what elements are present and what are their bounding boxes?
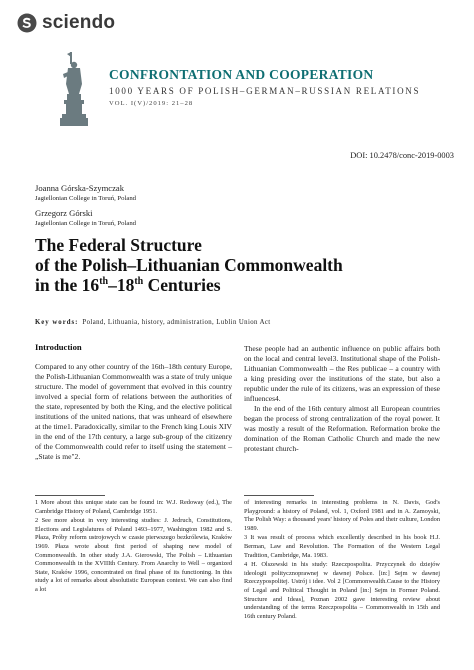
statue-icon	[54, 50, 90, 134]
footnote-rule	[244, 495, 314, 496]
footnotes-left	[35, 499, 232, 596]
author-affiliation: Jagiellonian College in Toruń, Poland	[35, 220, 137, 227]
doi: DOI: 10.2478/conc-2019-0003	[350, 151, 454, 160]
footnote: 2 See more about in very interesting studies: J. Jedruch, Constitutions, Elections and Legislatures of Poland 1493–1977, Washington 1982 and S. Płaza, Próby reform ustrojowych w czasie pierwszego bezkrólewia, Kraków 1969. Płaza wrote about first period of shaping new model of Commonwealth. In other study J.A. Gierowski, The Polish – Lithuanian Commonwealth in the XVIIIth Century. From Anarchy to Well – organized State, Kraków 1996, concentrated on final phase of its functioning. In this study a lot of remarks about absolutistic European context. We can also find a lot	[35, 517, 232, 593]
keywords-text: Poland, Lithuania, history, administration, Lublin Union Act	[82, 319, 271, 326]
footnote: 4 H. Olszewski in his study: Rzeczpospolita. Przyczynek do dziejów ideologii politycznoprawnej w dawnej Polsce. [in:] Sejm w dawnej Rzeczypospolitej. Ustrój i idee. Vol 2 [Commonwealth.Cause to the History of Legal and Political Thought in Poland [in:] Sejm in Former Poland. Structure and Ideas], Poznan 2002 gave interesting review about understanding of the terms Rzeczpospolita – Commonwealth in 15th and 16th century Poland.	[244, 561, 440, 620]
journal-title: CONFRONTATION AND COOPERATION	[109, 67, 374, 82]
paragraph: These people had an authentic influence on public affairs both on the local and central level3. Institutional shape of the Polish-Lithuanian Commonwealth – the Res publicae – a country with a king presiding over the institutions of the state, but also a republic under the rule of its citizens, was an expression of these influences4.	[244, 344, 440, 403]
journal-subtitle: 1000 YEARS OF POLISH–GERMAN–RUSSIAN RELATIONS	[109, 86, 421, 96]
publisher-name: sciendo	[42, 12, 116, 33]
author-affiliation: Jagiellonian College in Toruń, Poland	[35, 195, 137, 202]
footnote: of interesting remarks in interesting problems in N. Davis, God's Playground: a history of Poland, vol. 1, Oxford 1981 and in A. Zamoyski, The Polish Way: a thousand years' history of Poles and their culture, London 1989.	[244, 499, 440, 532]
article-title: The Federal Structure of the Polish–Lithuanian Commonwealth in the 16th–18th Centuries	[35, 235, 343, 295]
paragraph: In the end of the 16th century almost all European countries began the process of strong centralization of the royal power. It was mostly a result of the Reformation. Reformation broke the domination of the Roman Catholic Church and made the new protestant church-	[244, 404, 440, 453]
publisher-logo	[17, 12, 115, 34]
keywords-label: Key words:	[35, 319, 79, 326]
paragraph: Compared to any other country of the 16th–18th century Europe, the Polish-Lithuanian Commonwealth was a state of truly unique structure. The model of government that evolved in this country involved a special form of relations between the authorities of the state, represented by both the King, and the elective political institutions of the united nations, that was unheard of elsewhere at the time1. Paradoxically, similar to the French king Louis XIV in the end of the 17th century, a large sub-group of the citizenry of the Commonwealth could refer to itself using the statement – „State is me"2.	[35, 362, 232, 461]
journal-volume: VOL. I(V)/2019: 21–28	[109, 100, 194, 107]
s-icon	[17, 13, 37, 33]
footnotes-right	[244, 499, 440, 622]
body-column-right	[244, 344, 440, 454]
section-heading: Introduction	[35, 342, 82, 352]
body-column-left	[35, 362, 232, 462]
author-name: Joanna Górska-Szymczak	[35, 183, 125, 193]
footnote: 3 It was result of process which excellently described in his book H.J. Berman, Law and Revolution. The Formation of the Western Legal Tradition, Cambridge, Ma. 1983.	[244, 534, 440, 559]
footnote: 1 More about this unique state can be found in: W.J. Redoway (ed.), The Cambridge History of Poland, Cambridge 1951.	[35, 499, 232, 515]
keywords	[35, 319, 271, 326]
footnote-rule	[35, 495, 105, 496]
author-name: Grzegorz Górski	[35, 208, 93, 218]
